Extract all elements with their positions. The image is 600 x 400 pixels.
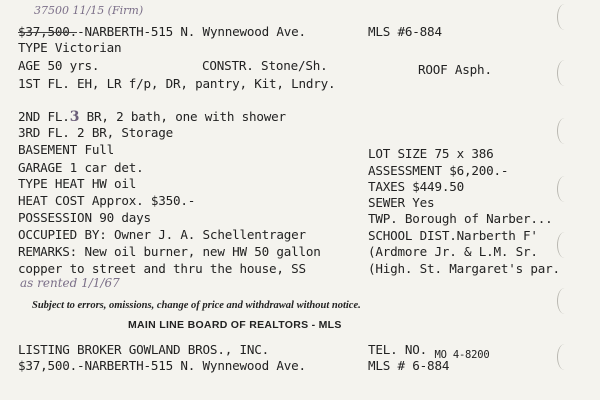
handwritten-mark: 3: [69, 109, 80, 125]
disclaimer-text: Subject to errors, omissions, change of price and withdrawal without notice.: [32, 300, 361, 311]
listing-broker-field: LISTING BROKER GOWLAND BROS., INC.: [18, 342, 269, 357]
header-mls: MLS #6-884: [368, 24, 442, 39]
possession-field: POSSESSION 90 days: [18, 210, 151, 225]
binder-notch: [557, 4, 572, 30]
second-floor-field: [18, 109, 286, 125]
remarks-line-2: copper to street and thru the house, SS: [18, 261, 306, 276]
footer-price-address: $37,500.-NARBERTH-515 N. Wynnewood Ave.: [18, 358, 306, 373]
handwritten-price-note: 37500 11/15 (Firm): [34, 4, 144, 17]
header-address: -NARBERTH-515 N. Wynnewood Ave.: [77, 24, 306, 39]
sewer-field: SEWER Yes: [368, 195, 435, 210]
heat-cost-field: HEAT COST Approx. $350.-: [18, 193, 196, 208]
lot-size-field: LOT SIZE 75 x 386: [368, 146, 494, 161]
township-field: TWP. Borough of Narber...: [368, 211, 553, 226]
age-field: AGE 50 yrs.: [18, 58, 100, 73]
second-floor-value: BR, 2 bath, one with shower: [79, 109, 286, 124]
remarks-line-1: REMARKS: New oil burner, new HW 50 gallon: [18, 244, 321, 259]
telephone-label: TEL. NO.: [368, 342, 428, 357]
footer-mls: MLS # 6-884: [368, 358, 450, 373]
telephone-field: [368, 342, 490, 359]
binder-notch: [557, 288, 572, 314]
binder-notch: [557, 176, 572, 202]
board-title: MAIN LINE BOARD OF REALTORS - MLS: [128, 319, 342, 331]
third-floor-field: 3RD FL. 2 BR, Storage: [18, 125, 174, 140]
first-floor-field: 1ST FL. EH, LR f/p, DR, pantry, Kit, Lndry.: [18, 76, 336, 91]
binder-notch: [557, 344, 572, 370]
school-line-2: (Ardmore Jr. & L.M. Sr.: [368, 244, 538, 259]
second-floor-label: 2ND FL.: [18, 109, 70, 124]
struck-price: $37,500.: [18, 24, 78, 39]
taxes-field: TAXES $449.50: [368, 179, 464, 194]
binder-notch: [557, 60, 572, 86]
school-line-3: (High. St. Margaret's par.: [368, 261, 560, 276]
assessment-field: ASSESSMENT $6,200.-: [368, 163, 509, 178]
header-line: [18, 24, 306, 39]
type-heat-field: TYPE HEAT HW oil: [18, 176, 137, 191]
roof-field: ROOF Asph.: [418, 62, 492, 77]
type-field: TYPE Victorian: [18, 40, 122, 55]
occupied-field: OCCUPIED BY: Owner J. A. Schellentrager: [18, 227, 306, 242]
school-district-field: SCHOOL DIST.Narberth F': [368, 228, 538, 243]
binder-notch: [557, 118, 572, 144]
card-binder-edge: [538, 0, 600, 400]
telephone-number: MO 4-8200: [434, 349, 490, 361]
constr-field: CONSTR. Stone/Sh.: [202, 58, 328, 73]
binder-notch: [557, 232, 572, 258]
handwritten-rented-note: as rented 1/1/67: [20, 276, 120, 290]
garage-field: GARAGE 1 car det.: [18, 160, 144, 175]
basement-field: BASEMENT Full: [18, 142, 114, 157]
